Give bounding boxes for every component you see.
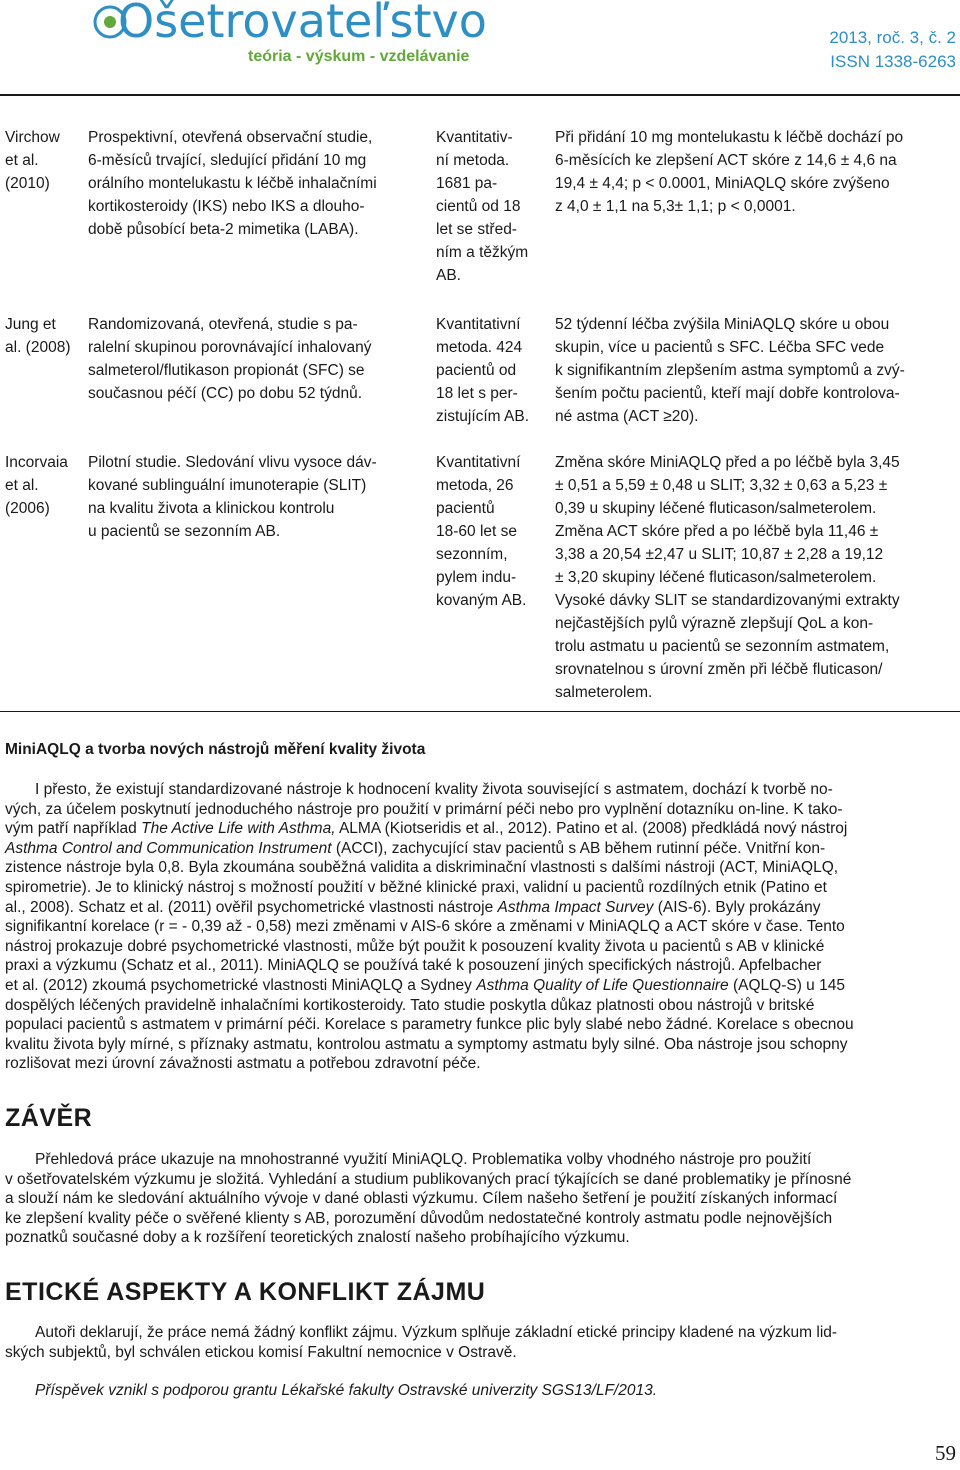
cell-line: kovaným AB. <box>436 592 527 609</box>
cell-line: šením počtu pacientů, kteří mají dobře kontrolova- <box>555 385 900 402</box>
cell-line: Randomizovaná, otevřená, studie s pa- <box>88 316 358 333</box>
cell-line: trolu astmatu u pacientů se sezonním astmatem, <box>555 638 890 655</box>
cell-line: metoda, 26 <box>436 477 514 494</box>
cell-line: (2006) <box>5 500 50 517</box>
cell-line: et al. <box>5 152 39 169</box>
section-heading-miniaqlq: MiniAQLQ a tvorba nových nástrojů měření kvality života <box>5 741 426 758</box>
header-divider <box>0 94 960 96</box>
cell-line: salmeterol/flutikason propionát (SFC) se <box>88 362 365 379</box>
author-cell <box>5 313 81 359</box>
cell-line: Prospektivní, otevřená observační studie, <box>88 129 373 146</box>
cell-line: na kvalitu života a klinickou kontrolu <box>88 500 335 517</box>
cell-line: 18-60 let se <box>436 523 517 540</box>
author-cell <box>5 126 81 195</box>
cell-line: ralelní skupinou porovnávající inhalovaný <box>88 339 372 356</box>
cell-line: Kvantitativ- <box>436 129 513 146</box>
cell-line: současnou péčí (CC) po dobu 52 týdnů. <box>88 385 363 402</box>
cell-line: 6-měsících ke zlepšení ACT skóre z 14,6 ± 4,6 na <box>555 152 897 169</box>
cell-line: pacientů <box>436 500 495 517</box>
cell-line: Jung et <box>5 316 56 333</box>
cell-line: 52 týdenní léčba zvýšila MiniAQLQ skóre u obou <box>555 316 890 333</box>
result-cell <box>555 313 955 428</box>
cell-line: ní metoda. <box>436 152 510 169</box>
page-number: 59 <box>935 1441 956 1465</box>
method-cell <box>436 313 548 428</box>
cell-line: metoda. 424 <box>436 339 523 356</box>
cell-line: 6-měsíců trvající, sledující přidání 10 mg <box>88 152 367 169</box>
cell-line: kované sublinguální imunoterapie (SLIT) <box>88 477 367 494</box>
cell-line: et al. <box>5 477 39 494</box>
cell-line: salmeterolem. <box>555 684 653 701</box>
cell-line: né astma (ACT ≥20). <box>555 408 699 425</box>
cell-line: 1681 pa- <box>436 175 498 192</box>
cell-line: pacientů od <box>436 362 517 379</box>
cell-line: 19,4 ± 4,4; p < 0.0001, MiniAQLQ skóre zvýšeno <box>555 175 890 192</box>
cell-line: Incorvaia <box>5 454 68 471</box>
issue-number: 2013, roč. 3, č. 2 <box>829 28 956 47</box>
cell-line: ± 3,20 skupiny léčené fluticason/salmeterolem. <box>555 569 877 586</box>
grant-acknowledgement: Příspěvek vznikl s podporou grantu Lékařské fakulty Ostravské univerzity SGS13/LF/2013. <box>35 1382 658 1399</box>
cell-line: k signifikantním zlepšením astma symptomů a zvý- <box>555 362 905 379</box>
cell-line: zistujícím AB. <box>436 408 530 425</box>
cell-line: u pacientů se sezonním AB. <box>88 523 281 540</box>
table-bottom-rule <box>0 711 960 712</box>
cell-line: 18 let s per- <box>436 385 518 402</box>
cell-line: době působící beta-2 mimetika (LABA). <box>88 221 359 238</box>
cell-line: skupin, více u pacientů s SFC. Léčba SFC vede <box>555 339 885 356</box>
issue-info <box>829 26 956 74</box>
cell-line: 3,38 a 20,54 ±2,47 u SLIT; 10,87 ± 2,28 a 19,12 <box>555 546 884 563</box>
cell-line: pylem indu- <box>436 569 517 586</box>
cell-line: nejčastějších pylů výrazně zlepšují QoL a kon- <box>555 615 874 632</box>
cell-line: 0,39 u skupiny léčené fluticason/salmeterolem. <box>555 500 877 517</box>
issn: ISSN 1338-6263 <box>830 52 956 71</box>
design-cell <box>88 126 418 241</box>
cell-line: AB. <box>436 267 461 284</box>
cell-line: Změna skóre MiniAQLQ před a po léčbě byla 3,45 <box>555 454 900 471</box>
paragraph-miniaqlq: I přesto, že existují standardizované nástroje k hodnocení kvality života související s astmatem, dochází k tvorbě no- vých, za účelem poskytnutí jednoduchého nástroje pro použití v primární péči nebo pro vyplnění dotazníku on-line. K tako- vým patří například The Active Life with Asthma, ALMA (Kiotseridis et al., 2012). Patino et al. (2008) předkládá nový nástroj Asthma Control and Communication Instrument (ACCI), zachycující stav pacientů s AB během rutinní péče. Vnitřní kon- zistence nástroje byla 0,8. Byla zkoumána souběžná validita a diskriminační vlastnosti s dalšími nástroji (ACT, MiniAQLQ, spirometrie). Je to klinický nástroj s možností použití v běžné klinické praxi, validní u pacientů rozdílných etnik (Patino et al., 2008). Schatz et al. (2011) ověřil psychometrické vlastnosti nástroje Asthma Impact Survey (AIS-6). Byly prokázány signifikantní korelace (r = - 0,39 až - 0,58) mezi změnami v AIS-6 skóre a změnami v MiniAQLQ a ACT skóre v čase. Tento nástroj prokazuje dobré psychometrické vlastnosti, může být použit k posouzení kvality života u pacientů s AB v klinické praxi a výzkumu (Schatz et al., 2011). MiniAQLQ se používá také k posouzení jiných specifických nástrojů. Apfelbacher et al. (2012) zkoumá psychometrické vlastnosti MiniAQLQ a Sydney Asthma Quality of Life Questionnaire (AQLQ-S) u 145 dospělých léčených pravidelně inhalačními kortikosteroidy. Tato studie poskytla důkaz platnosti obou nástrojů v britské populaci pacientů s astmatem v primární péči. Korelace s parametry funkce plic byly slabé nebo žádné. Korelace s obecnou kvalitu života byly mírné, s příznaky astmatu, kontrolou astmatu a symptomy astmatu byly silné. Oba nástroje jsou schopny rozlišovat mezi úrovní závažnosti astmatu a potřebou zdravotní péče. <box>5 781 854 1073</box>
cell-line: cientů od 18 <box>436 198 521 215</box>
cell-line: z 4,0 ± 1,1 na 5,3± 1,1; p < 0,0001. <box>555 198 796 215</box>
paragraph-zaver: Přehledová práce ukazuje na mnohostranné využití MiniAQLQ. Problematika volby vhodného nástroje pro použití v ošetřovatelském výzkumu je složitá. Vyhledání a studium publikovaných prací týkajících se dané problematiky je přínosné a slouží nám ke sledování aktuálního vývoje v dané oblasti výzkumu. Cílem našeho šetření je použití získaných informací ke zlepšení kvality péče o svěřené klienty s AB, porozumění důvodům nedostatečné kontroly astmatu podle nejnovějších poznatků současné doby a k rozšíření teoretických znalostí našeho probíhajícího výzkumu. <box>5 1151 852 1247</box>
cell-line: Virchow <box>5 129 60 146</box>
cell-line: let se střed- <box>436 221 517 238</box>
cell-line: sezonním, <box>436 546 508 563</box>
result-cell <box>555 126 955 218</box>
method-cell <box>436 451 548 612</box>
cell-line: Kvantitativní <box>436 454 521 471</box>
cell-line: Změna ACT skóre před a po léčbě byla 11,46 ± <box>555 523 879 540</box>
cell-line: Vysoké dávky SLIT se standardizovanými extrakty <box>555 592 900 609</box>
cell-line: kortikosteroidy (IKS) nebo IKS a dlouho- <box>88 198 365 215</box>
journal-title: Ošetrovateľstvo <box>118 0 487 48</box>
section-heading-ethics: ETICKÉ ASPEKTY A KONFLIKT ZÁJMU <box>5 1278 486 1306</box>
cell-line: Při přidání 10 mg montelukastu k léčbě dochází po <box>555 129 904 146</box>
section-heading-zaver: ZÁVĚR <box>5 1104 93 1132</box>
cell-line: orálního montelukastu k léčbě inhalačními <box>88 175 377 192</box>
cell-line: ± 0,51 a 5,59 ± 0,48 u SLIT; 3,32 ± 0,63 a 5,23 ± <box>555 477 888 494</box>
design-cell <box>88 451 418 543</box>
author-cell <box>5 451 81 520</box>
paragraph-ethics: Autoři deklarují, že práce nemá žádný konflikt zájmu. Výzkum splňuje základní etické principy kladené na výzkum lid- ských subjektů, byl schválen etickou komisí Fakultní nemocnice v Ostravě. <box>5 1324 838 1361</box>
design-cell <box>88 313 418 405</box>
method-cell <box>436 126 548 287</box>
cell-line: Pilotní studie. Sledování vlivu vysoce dáv- <box>88 454 377 471</box>
cell-line: ním a těžkým <box>436 244 529 261</box>
cell-line: srovnatelnou s úrovní změn při léčbě fluticason/ <box>555 661 883 678</box>
journal-subtitle: teória - výskum - vzdelávanie <box>248 48 470 65</box>
cell-line: (2010) <box>5 175 50 192</box>
result-cell <box>555 451 955 704</box>
cell-line: al. (2008) <box>5 339 71 356</box>
cell-line: Kvantitativní <box>436 316 521 333</box>
